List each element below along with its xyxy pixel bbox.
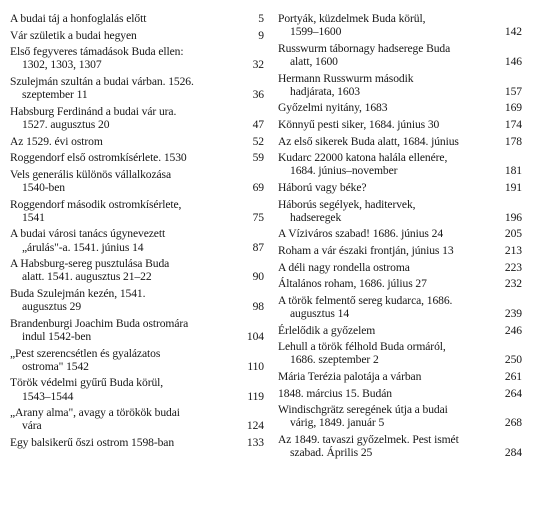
toc-entry-title: Az 1529. évi ostrom <box>10 134 103 148</box>
toc-entry-page-number: 59 <box>252 151 264 165</box>
toc-entry-title: Török védelmi gyűrű Buda körül, 1543–1544 <box>10 376 164 403</box>
toc-entry-page-number: 223 <box>504 260 522 274</box>
toc-entry-page-number: 104 <box>246 329 264 343</box>
toc-entry <box>278 227 522 240</box>
toc-entry-page-number: 239 <box>504 306 522 320</box>
toc-entry-title: Russwurm tábornagy hadserege Buda alatt, 1600 <box>278 41 451 68</box>
toc-entry-title: Győzelmi nyitány, 1683 <box>278 101 388 115</box>
toc-entry-title: Habsburg Ferdinánd a budai vár ura. 1527. augusztus 20 <box>10 104 177 131</box>
toc-entry <box>10 75 264 101</box>
toc-entry <box>10 436 264 449</box>
toc-entry <box>278 370 522 383</box>
toc-entry-title: A török felmentő sereg kudarca, 1686. augusztus 14 <box>278 293 453 320</box>
toc-entry <box>278 118 522 131</box>
toc-entry <box>10 12 264 25</box>
toc-entry-page-number: 36 <box>252 88 264 102</box>
toc-entry <box>10 168 264 194</box>
toc-entry-title: Általános roham, 1686. július 27 <box>278 277 427 291</box>
toc-entry-title: Az 1849. tavaszi győzelmek. Pest ismét szabad. Április 25 <box>278 432 459 460</box>
toc-entry-page-number: 69 <box>252 180 264 194</box>
toc-entry-title: Roggendorf első ostromkísérlete. 1530 <box>10 151 187 165</box>
toc-entry <box>10 347 264 373</box>
toc-entry <box>278 181 522 194</box>
toc-entry-page-number: 181 <box>504 164 522 178</box>
toc-entry-title: Kudarc 22000 katona halála ellenére, 1684. június–november <box>278 151 448 178</box>
toc-entry-page-number: 261 <box>504 369 522 383</box>
toc-entry-page-number: 5 <box>258 12 264 25</box>
toc-entry-title: „Arany alma", avagy a törökök budai vára <box>10 406 180 433</box>
toc-entry <box>278 101 522 114</box>
toc-entry-title: A Víziváros szabad! 1686. június 24 <box>278 227 444 241</box>
toc-entry-page-number: 124 <box>246 419 264 433</box>
toc-entry-page-number: 284 <box>504 446 522 460</box>
toc-entry-page-number: 9 <box>258 28 264 42</box>
toc-entry <box>278 277 522 290</box>
toc-entry <box>278 12 522 38</box>
toc-entry-title: Érlelődik a győzelem <box>278 323 376 337</box>
toc-entry-title: A Habsburg-sereg pusztulása Buda alatt. 1541. augusztus 21–22 <box>10 257 170 284</box>
toc-entry <box>10 45 264 71</box>
toc-entry <box>278 340 522 366</box>
toc-entry <box>278 324 522 337</box>
toc-entry-page-number: 169 <box>504 101 522 115</box>
toc-entry <box>278 244 522 257</box>
toc-entry <box>10 406 264 432</box>
toc-entry-page-number: 87 <box>252 240 264 254</box>
toc-entry-page-number: 196 <box>504 210 522 224</box>
toc-entry <box>10 198 264 224</box>
toc-entry <box>10 105 264 131</box>
toc-entry-title: A déli nagy rondella ostroma <box>278 260 410 274</box>
toc-entry-page-number: 110 <box>247 359 264 373</box>
toc-entry-page-number: 133 <box>246 435 264 449</box>
toc-entry <box>10 227 264 253</box>
toc-entry-page-number: 246 <box>504 323 522 337</box>
toc-entry-title: Egy balsikerű őszi ostrom 1598-ban <box>10 435 175 449</box>
toc-entry-title: Roham a vár északi frontján, június 13 <box>278 243 454 257</box>
toc-entry <box>278 198 522 224</box>
toc-entry-title: Szulejmán szultán a budai várban. 1526. szeptember 11 <box>10 74 194 102</box>
toc-entry <box>278 433 522 459</box>
toc-entry-page-number: 75 <box>252 210 264 224</box>
toc-entry-title: Háborús segélyek, haditervek, hadseregek <box>278 197 416 224</box>
toc-entry-page-number: 142 <box>504 25 522 39</box>
toc-entry <box>278 72 522 98</box>
toc-entry <box>278 261 522 274</box>
toc-entry-page-number: 146 <box>504 55 522 68</box>
toc-entry-title: Hermann Russwurm második hadjárata, 1603 <box>278 71 414 98</box>
toc-entry-title: Háború vagy béke? <box>278 180 367 194</box>
toc-entry-page-number: 232 <box>504 277 522 291</box>
toc-entry-page-number: 191 <box>504 180 522 194</box>
toc-entry-page-number: 178 <box>504 134 522 148</box>
toc-entry <box>10 151 264 164</box>
toc-entry-title: Windischgrätz seregének útja a budai várig, 1849. január 5 <box>278 403 448 430</box>
toc-entry <box>278 135 522 148</box>
toc-entry-title: Lehull a török félhold Buda ormáról, 1686. szeptember 2 <box>278 340 446 367</box>
toc-entry <box>10 317 264 343</box>
toc-entry-page-number: 213 <box>504 243 522 257</box>
toc-entry-title: Vels generális különös vállalkozása 1540-ben <box>10 167 172 194</box>
toc-entry <box>278 151 522 177</box>
toc-entry-page-number: 250 <box>504 353 522 367</box>
toc-entry-title: Vár születik a budai hegyen <box>10 28 137 42</box>
toc-entry-page-number: 98 <box>252 300 264 314</box>
toc-entry-title: A budai városi tanács úgynevezett „árulás"-a. 1541. június 14 <box>10 227 166 254</box>
toc-entry-title: Roggendorf második ostromkísérlete, 1541 <box>10 197 182 224</box>
toc-entry-page-number: 32 <box>252 58 264 72</box>
toc-entry <box>278 42 522 68</box>
toc-entry <box>278 294 522 320</box>
toc-entry-title: Buda Szulejmán kezén, 1541. augusztus 29 <box>10 286 146 314</box>
toc-entry-title: Az első sikerek Buda alatt, 1684. június <box>278 134 459 148</box>
toc-entry-title: Könnyű pesti siker, 1684. június 30 <box>278 117 440 131</box>
toc-entry-page-number: 47 <box>252 117 264 131</box>
toc-entry-page-number: 157 <box>504 84 522 98</box>
toc-entry-title: Portyák, küzdelmek Buda körül, 1599–1600 <box>278 12 426 39</box>
toc-entry-title: 1848. március 15. Budán <box>278 386 392 400</box>
toc-entry-page-number: 174 <box>504 117 522 131</box>
toc-entry-page-number: 268 <box>504 416 522 430</box>
toc-entry-title: Első fegyveres támadások Buda ellen: 1302, 1303, 1307 <box>10 45 184 72</box>
toc-entry <box>278 387 522 400</box>
toc-left-column <box>10 12 264 453</box>
toc-entry-title: A budai táj a honfoglalás előtt <box>10 12 147 25</box>
toc-entry <box>10 135 264 148</box>
toc-entry-page-number: 205 <box>504 227 522 241</box>
toc-right-column <box>278 12 522 463</box>
toc-entry <box>10 257 264 283</box>
toc-entry-page-number: 52 <box>252 134 264 148</box>
toc-entry <box>278 403 522 429</box>
toc-entry-title: Brandenburgi Joachim Buda ostromára indul 1542-ben <box>10 316 189 343</box>
toc-entry-page-number: 119 <box>247 389 264 403</box>
toc-entry <box>10 376 264 402</box>
toc-entry-page-number: 264 <box>504 386 522 400</box>
toc-entry-page-number: 90 <box>252 270 264 284</box>
toc-entry-title: Mária Terézia palotája a várban <box>278 369 422 383</box>
toc-entry <box>10 287 264 313</box>
toc-entry-title: „Pest szerencsétlen és gyalázatos ostroma" 1542 <box>10 346 161 373</box>
toc-entry <box>10 29 264 42</box>
